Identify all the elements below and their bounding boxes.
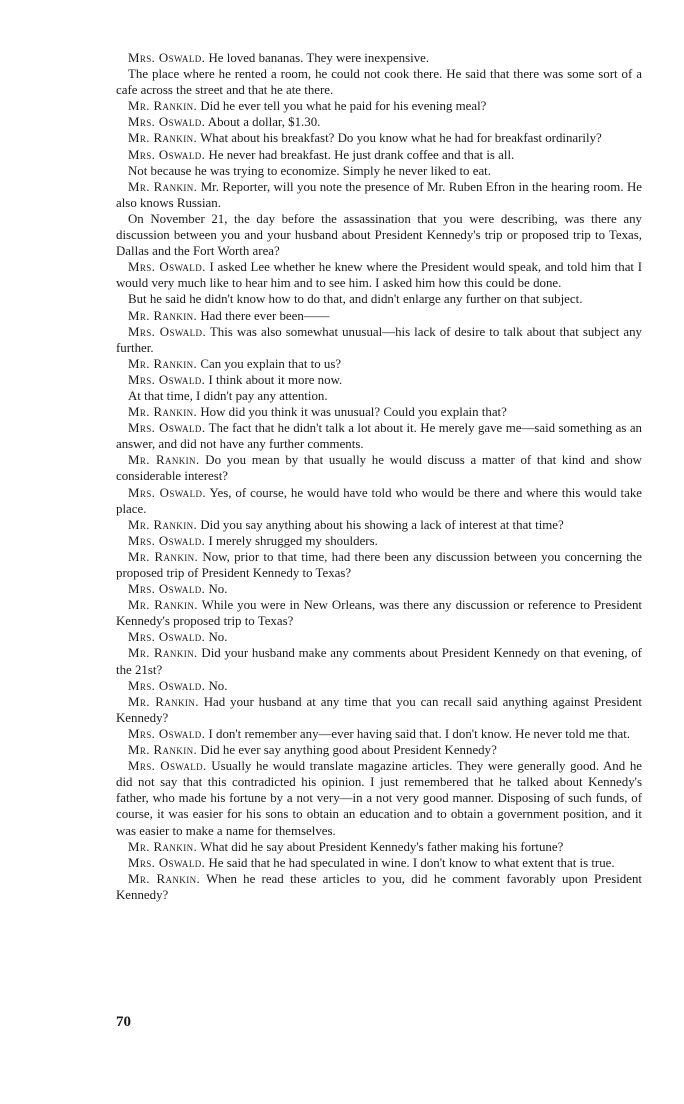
paragraph-text: Usually he would translate magazine articles. They were generally good. And he did not say that this contradicted his opinion. I just remembered that he talked about Kennedy's father, who made his fortune by a not very—in a not very good manner. Disposing of such funds, of course, it was easier for his sons to obtain an education and to obtain a government position, and it was easier to make a name for themselves. <box>116 759 642 838</box>
speaker-label: Mrs. Oswald. <box>128 485 206 500</box>
speaker-label: Mrs. Oswald. <box>128 372 206 387</box>
paragraph <box>116 758 642 838</box>
paragraph-text: Did your husband make any comments about President Kennedy on that evening, of the 21st? <box>116 646 642 677</box>
paragraph-text: Can you explain that to us? <box>200 356 342 371</box>
paragraph <box>116 372 642 388</box>
paragraph <box>116 742 642 758</box>
paragraph-text: Did you say anything about his showing a lack of interest at that time? <box>200 517 564 532</box>
paragraph <box>116 726 642 742</box>
paragraph-text: Did he ever tell you what he paid for his evening meal? <box>200 99 487 114</box>
paragraph-text: When he read these articles to you, did he comment favorably upon President Kennedy? <box>116 871 642 902</box>
speaker-label: Mr. Rankin. <box>128 694 199 709</box>
paragraph-text: What about his breakfast? Do you know what he had for breakfast ordinarily? <box>200 131 602 146</box>
paragraph-text: While you were in New Orleans, was there any discussion or reference to President Kennedy's proposed trip to Texas? <box>116 598 642 629</box>
paragraph <box>116 581 642 597</box>
speaker-label: Mr. Rankin. <box>128 308 198 323</box>
paragraph <box>116 839 642 855</box>
paragraph <box>116 211 642 259</box>
paragraph-text: He never had breakfast. He just drank coffee and that is all. <box>208 147 515 162</box>
paragraph <box>116 130 642 146</box>
paragraph <box>116 678 642 694</box>
paragraph-text: This was also somewhat unusual—his lack of desire to talk about that subject any further. <box>116 324 642 355</box>
paragraph-text: Mr. Reporter, will you note the presence of Mr. Ruben Efron in the hearing room. He also knows Russian. <box>116 179 642 210</box>
speaker-label: Mrs. Oswald. <box>128 324 207 339</box>
paragraph <box>116 549 642 581</box>
page-number: 70 <box>116 1014 131 1030</box>
paragraph-text: No. <box>208 678 228 693</box>
paragraph <box>116 629 642 645</box>
speaker-label: Mrs. Oswald. <box>128 726 206 741</box>
paragraph <box>116 66 642 98</box>
speaker-label: Mr. Rankin. <box>128 839 198 854</box>
paragraph <box>116 517 642 533</box>
paragraph <box>116 308 642 324</box>
paragraph <box>116 147 642 163</box>
paragraph <box>116 485 642 517</box>
paragraph-text: How did you think it was unusual? Could you explain that? <box>200 405 507 420</box>
speaker-label: Mrs. Oswald. <box>128 115 206 130</box>
speaker-label: Mrs. Oswald. <box>128 630 206 645</box>
paragraph-text: The fact that he didn't talk a lot about it. He merely gave me—said something as an answer, and did not have any further comments. <box>116 421 642 452</box>
paragraph-text: The place where he rented a room, he could not cook there. He said that there was some sort of a cafe across the street and that he ate there. <box>116 67 642 98</box>
paragraph <box>116 871 642 903</box>
paragraph-text: I don't remember any—ever having said that. I don't know. He never told me that. <box>208 726 631 741</box>
speaker-label: Mrs. Oswald. <box>128 855 206 870</box>
paragraph-text: About a dollar, $1.30. <box>207 115 321 130</box>
paragraph-text: He said that he had speculated in wine. I don't know to what extent that is true. <box>208 855 615 870</box>
paragraph <box>116 50 642 66</box>
paragraph-text: What did he say about President Kennedy's father making his fortune? <box>200 839 564 854</box>
speaker-label: Mr. Rankin. <box>128 453 200 468</box>
paragraph-text: Did he ever say anything good about President Kennedy? <box>200 743 497 758</box>
paragraph-text: Had your husband at any time that you can recall said anything against President Kennedy? <box>116 694 642 725</box>
paragraph <box>116 114 642 130</box>
speaker-label: Mr. Rankin. <box>128 405 198 420</box>
speaker-label: Mr. Rankin. <box>128 549 199 564</box>
speaker-label: Mrs. Oswald. <box>128 147 206 162</box>
speaker-label: Mr. Rankin. <box>128 598 198 613</box>
speaker-label: Mr. Rankin. <box>128 99 198 114</box>
speaker-label: Mr. Rankin. <box>128 356 198 371</box>
paragraph-text: Had there ever been—— <box>200 308 330 323</box>
paragraph-text: Now, prior to that time, had there been any discussion between you concerning the proposed trip of President Kennedy to Texas? <box>116 549 642 580</box>
paragraph <box>116 163 642 179</box>
paragraph-text: No. <box>208 582 228 597</box>
paragraph <box>116 98 642 114</box>
paragraph-text: Not because he was trying to economize. Simply he never liked to eat. <box>128 163 491 178</box>
paragraph <box>116 694 642 726</box>
paragraph <box>116 855 642 871</box>
paragraph-text: Yes, of course, he would have told who would be there and where this would take place. <box>116 485 642 516</box>
paragraph <box>116 356 642 372</box>
paragraph <box>116 179 642 211</box>
paragraph <box>116 533 642 549</box>
paragraph-text: At that time, I didn't pay any attention. <box>128 388 328 403</box>
paragraph <box>116 452 642 484</box>
paragraph <box>116 259 642 291</box>
testimony-body <box>116 50 642 903</box>
speaker-label: Mr. Rankin. <box>128 743 198 758</box>
paragraph <box>116 388 642 404</box>
paragraph <box>116 324 642 356</box>
speaker-label: Mrs. Oswald. <box>128 582 206 597</box>
paragraph-text: On November 21, the day before the assassination that you were describing, was there any discussion between you and your husband about President Kennedy's trip or proposed trip to Texas, Dallas and the Fort Worth area? <box>116 211 642 259</box>
speaker-label: Mrs. Oswald. <box>128 51 206 65</box>
paragraph-text: I asked Lee whether he knew where the President would speak, and told him that I would very much like to hear him and to see him. I asked him how this could be done. <box>116 260 642 291</box>
speaker-label: Mr. Rankin. <box>128 871 201 886</box>
paragraph-text: Do you mean by that usually he would discuss a matter of that kind and show considerable interest? <box>116 453 642 484</box>
speaker-label: Mr. Rankin. <box>128 517 198 532</box>
speaker-label: Mr. Rankin. <box>128 646 198 661</box>
paragraph <box>116 404 642 420</box>
paragraph <box>116 597 642 629</box>
paragraph <box>116 420 642 452</box>
paragraph-text: I merely shrugged my shoulders. <box>208 533 378 548</box>
speaker-label: Mrs. Oswald. <box>128 260 206 275</box>
paragraph-text: But he said he didn't know how to do that, and didn't enlarge any further on that subject. <box>128 292 583 307</box>
speaker-label: Mr. Rankin. <box>128 131 198 146</box>
speaker-label: Mrs. Oswald. <box>128 421 206 436</box>
speaker-label: Mrs. Oswald. <box>128 533 206 548</box>
paragraph <box>116 291 642 307</box>
paragraph <box>116 645 642 677</box>
speaker-label: Mr. Rankin. <box>128 179 198 194</box>
paragraph-text: No. <box>208 630 228 645</box>
paragraph-text: He loved bananas. They were inexpensive. <box>208 51 430 65</box>
paragraph-text: I think about it more now. <box>208 372 343 387</box>
speaker-label: Mrs. Oswald. <box>128 759 207 774</box>
speaker-label: Mrs. Oswald. <box>128 678 206 693</box>
